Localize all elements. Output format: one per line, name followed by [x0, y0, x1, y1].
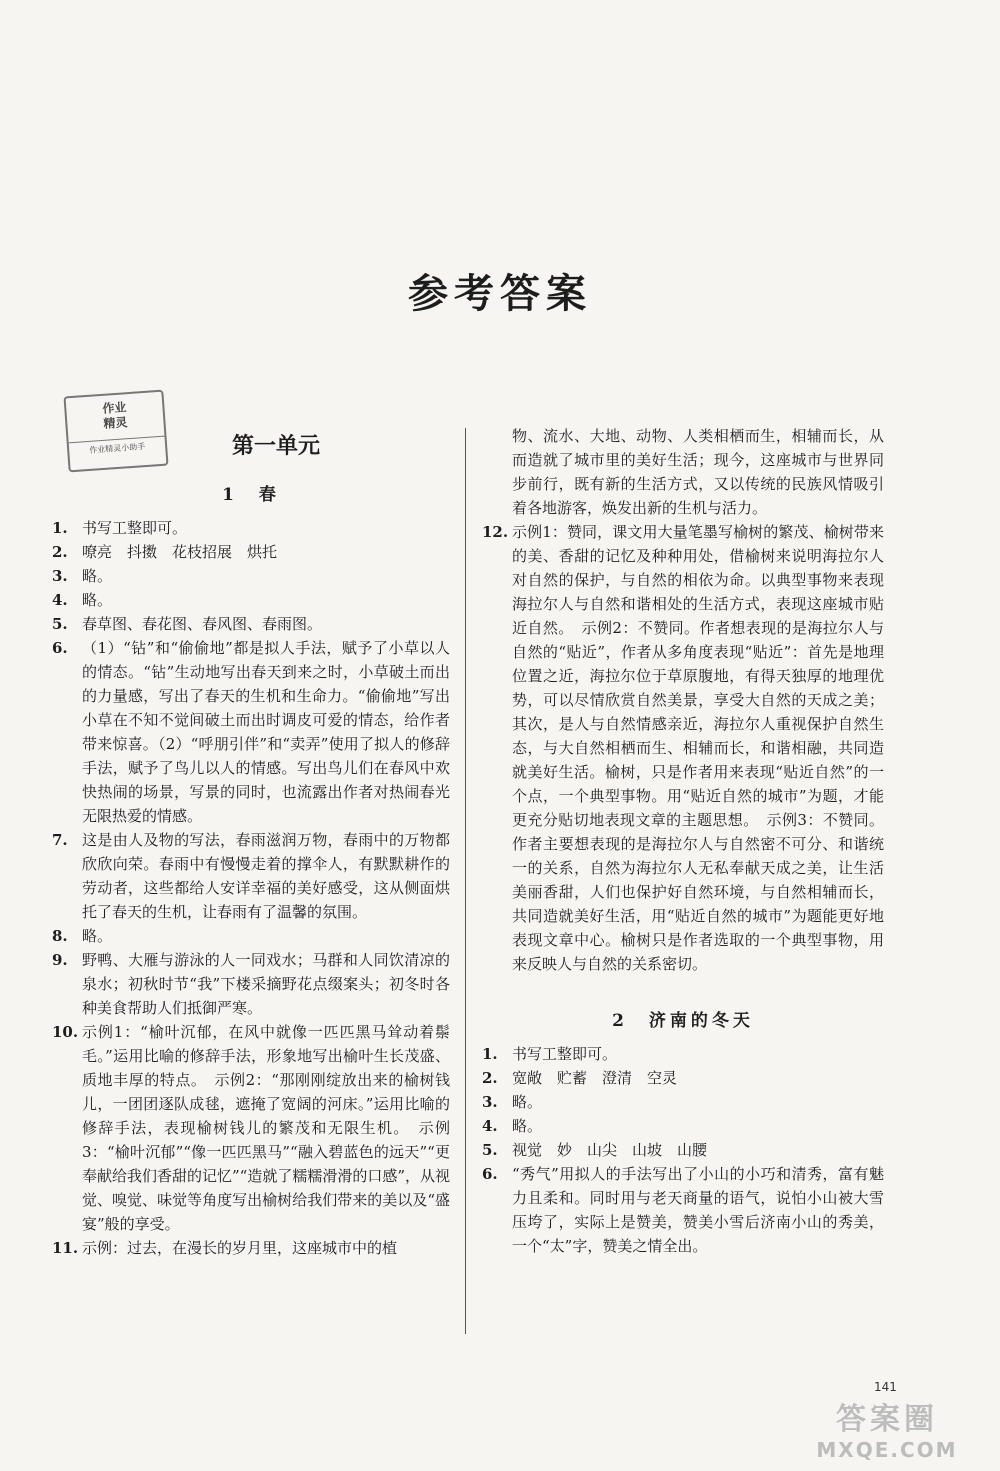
lesson2-answer-list: [482, 1042, 884, 1258]
answer-text: 示例：过去，在漫长的岁月里，这座城市中的植: [82, 1239, 398, 1257]
answer-text: 略。: [82, 567, 113, 585]
answer-text: 宽敞 贮蓄 澄清 空灵: [512, 1069, 678, 1087]
watermark-logo: [792, 1394, 982, 1462]
answer-text: 略。: [512, 1117, 543, 1135]
answer-item: [482, 1138, 884, 1162]
answer-number: 3.: [52, 567, 68, 585]
answer-number: 8.: [52, 927, 68, 945]
answer-text: 示例1：“榆叶沉郁，在风中就像一匹匹黑马耸动着鬃毛。”运用比喻的修辞手法，形象地写出榆叶生长茂盛、质地丰厚的特点。 示例2：“那刚刚绽放出来的榆树钱儿，一团团逐队成毬，遮掩了宽阔的河床。”运用比喻的修辞手法，表现榆树钱儿的繁茂和无限生机。 示例3：“榆叶沉郁”“像一匹匹黑马”“融入碧蓝色的远天”“更奉献给我们香甜的记忆”“造就了糯糯滑滑的口感”，从视觉、嗅觉、味觉等角度写出榆树给我们带来的美以及“盛宴”般的享受。: [82, 1023, 451, 1233]
stamp-line-1: 作业: [101, 400, 127, 416]
page-number: 141: [874, 1380, 897, 1394]
answer-item: [52, 588, 450, 612]
answer-number: 4.: [52, 591, 68, 609]
answer-text: 这是由人及物的写法，春雨滋润万物，春雨中的万物都欣欣向荣。春雨中有慢慢走着的撑伞人，有默默耕作的劳动者，这些都给人安详幸福的美好感受，这从侧面烘托了春天的生机，让春雨有了温馨的氛围。: [82, 831, 450, 921]
answer-item: [482, 1066, 884, 1090]
answer-text: “秀气”用拟人的手法写出了小山的小巧和清秀，富有魅力且柔和。同时用与老天商量的语气，说怕小山被大雪压垮了，实际上是赞美，赞美小雪后济南小山的秀美，一个“太”字，赞美之情全出。: [512, 1165, 884, 1255]
answer-item: [52, 828, 450, 924]
answer-number: 6.: [52, 639, 68, 657]
answer-number: 6.: [482, 1165, 498, 1183]
page-title: 参考答案: [408, 271, 592, 317]
watermark-line-2: MXQE.COM: [816, 1438, 958, 1462]
answer-number: 2.: [482, 1069, 498, 1087]
column-divider: [465, 428, 466, 1334]
lesson-title: 1 春: [222, 485, 280, 505]
answer-item: [52, 540, 450, 564]
watermark-line-1: 答案圈: [836, 1402, 938, 1437]
answer-number: 2.: [52, 543, 68, 561]
answer-item: [52, 516, 450, 540]
answer-item: [52, 1020, 450, 1236]
unit-title: 第一单元: [231, 433, 320, 459]
answer-number: 11.: [52, 1239, 79, 1257]
answer-item: [482, 1162, 884, 1258]
answer-item: [52, 636, 450, 828]
answer-item: [482, 1114, 884, 1138]
answer-number: 1.: [52, 519, 68, 537]
left-column: [52, 420, 450, 1260]
answer-item: [52, 612, 450, 636]
lesson-title: 2 济南的冬天: [612, 1011, 754, 1031]
answer-text: 书写工整即可。: [82, 519, 188, 537]
answer-item: [482, 1090, 884, 1114]
answer-number: 5.: [52, 615, 68, 633]
answer-text: 略。: [512, 1093, 543, 1111]
answer-number: 3.: [482, 1093, 498, 1111]
answer-number: 5.: [482, 1141, 498, 1159]
lesson1-answer-list: [52, 516, 450, 1260]
answer-text: 视觉 妙 山尖 山坡 山腰: [512, 1141, 708, 1159]
answer-text: （1）“钻”和“偷偷地”都是拟人手法，赋予了小草以人的情态。“钻”生动地写出春天到来之时，小草破土而出的力量感，写出了春天的生机和生命力。“偷偷地”写出小草在不知不觉间破土而出时调皮可爱的情态，给作者带来惊喜。（2）“呼朋引伴”和“卖弄”使用了拟人的修辞手法，赋予了鸟儿以人的情感。写出鸟儿们在春风中欢快热闹的场景，写景的同时，也流露出作者对热闹春光无限热爱的情感。: [82, 639, 450, 825]
answer-text: 略。: [82, 927, 113, 945]
stamp-line-3: 作业精灵小助手: [69, 436, 166, 458]
answer-text: 略。: [82, 591, 113, 609]
answer-number: 1.: [482, 1045, 498, 1063]
answer-number: 7.: [52, 831, 68, 849]
answer-item: [482, 1042, 884, 1066]
answer-text: 春草图、春花图、春风图、春雨图。: [82, 615, 323, 633]
answer-text: 示例1：赞同，课文用大量笔墨写榆树的繁茂、榆树带来的美、香甜的记忆及种种用处，借榆树来说明海拉尔人对自然的保护，与自然的相依为命。以典型事物来表现海拉尔人与自然和谐相处的生活方式，表现这座城市贴近自然。 示例2：不赞同。作者想表现的是海拉尔人与自然的“贴近”，作者从多角度表现“贴近”：首先是地理位置之近，海拉尔位于草原腹地，有得天独厚的地理优势，可以尽情欣赏自然美景，享受大自然的天成之美；其次，是人与自然情感亲近，海拉尔人重视保护自然生态，与大自然相栖而生、相辅而长，和谐相融，共同造就美好生活。榆树，只是作者用来表现“贴近自然”的一个点，一个典型事物。用“贴近自然的城市”为题，才能更充分贴切地表现文章的主题思想。 示例3：不赞同。作者主要想表现的是海拉尔人与自然密不可分、和谐统一的关系，自然为海拉尔人无私奉献天成之美，让生活美丽香甜，人们也保护好自然环境，与自然相辅而长，共同造就美好生活，用“贴近自然的城市”为题能更好地表现文章中心。榆树只是作者选取的一个典型事物，用来反映人与自然的关系密切。: [512, 523, 884, 973]
answer-11-continuation: 物、流水、大地、动物、人类相栖而生，相辅而长，从而造就了城市里的美好生活；现今，这座城市与世界同步前行，既有新的生活方式，又以传统的民族风情吸引着各地游客，焕发出新的生机与活力。: [512, 427, 884, 517]
stamp-line-2: 精灵: [102, 415, 128, 431]
answer-text: 书写工整即可。: [512, 1045, 618, 1063]
answer-item: [52, 564, 450, 588]
answer-item: [482, 520, 884, 976]
answer-text: 嘹亮 抖擞 花枝招展 烘托: [82, 543, 278, 561]
answer-text: 野鸭、大雁与游泳的人一同戏水；马群和人同饮清凉的泉水；初秋时节“我”下楼采摘野花点缀案头；初冬时各种美食帮助人们抵御严寒。: [82, 951, 450, 1017]
answer-number: 12.: [482, 523, 509, 541]
right-column: [482, 424, 884, 1258]
answer-number: 10.: [52, 1023, 79, 1041]
answer-item: [52, 948, 450, 1020]
answer-number: 4.: [482, 1117, 498, 1135]
answer-item: [52, 1236, 450, 1260]
answer-item: [52, 924, 450, 948]
answer-number: 9.: [52, 951, 68, 969]
